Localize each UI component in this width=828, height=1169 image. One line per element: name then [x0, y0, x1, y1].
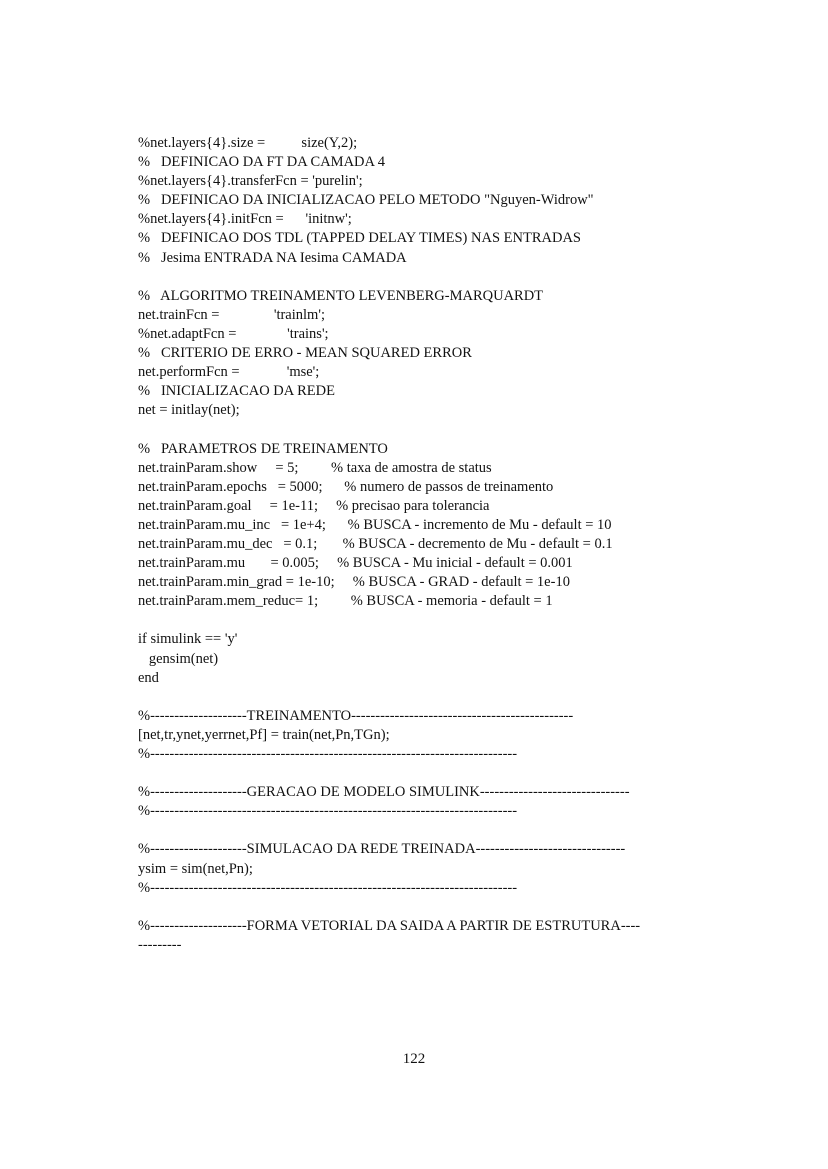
- code-line: net.trainParam.mem_reduc= 1; % BUSCA - memoria - default = 1: [138, 593, 553, 610]
- code-line: %net.layers{4}.initFcn = 'initnw';: [138, 211, 352, 228]
- code-line: %----------------------------------------------------------------------------: [138, 746, 518, 762]
- code-line: net.trainParam.min_grad = 1e-10; % BUSCA - GRAD - default = 1e-10: [138, 574, 570, 591]
- code-line: % INICIALIZACAO DA REDE: [138, 383, 335, 400]
- code-line: %--------------------GERACAO DE MODELO SIMULINK-------------------------------: [138, 784, 630, 801]
- code-line: end: [138, 669, 159, 686]
- code-line: ---------: [138, 936, 182, 953]
- code-line: % DEFINICAO DA FT DA CAMADA 4: [138, 154, 386, 171]
- code-line: %net.layers{4}.size = size(Y,2);: [138, 135, 358, 151]
- code-line: % DEFINICAO DOS TDL (TAPPED DELAY TIMES) NAS ENTRADAS: [138, 230, 581, 247]
- code-line: net = initlay(net);: [138, 402, 240, 419]
- code-line: %----------------------------------------------------------------------------: [138, 879, 518, 896]
- code-line: ysim = sim(net,Pn);: [138, 860, 253, 877]
- code-line: [138, 821, 738, 840]
- code-line: net.trainFcn = 'trainlm';: [138, 306, 325, 323]
- code-line: % ALGORITMO TREINAMENTO LEVENBERG-MARQUARDT: [138, 287, 544, 304]
- code-line: net.trainParam.epochs = 5000; % numero de passos de treinamento: [138, 478, 554, 495]
- code-line: net.trainParam.goal = 1e-11; % precisao para tolerancia: [138, 497, 490, 514]
- page-number: 122: [402, 1051, 426, 1067]
- code-line: [138, 764, 738, 783]
- code-line: % CRITERIO DE ERRO - MEAN SQUARED ERROR: [138, 345, 472, 362]
- code-line: [138, 268, 738, 287]
- code-line: [138, 688, 738, 707]
- code-line: [net,tr,ynet,yerrnet,Pf] = train(net,Pn,TGn);: [138, 726, 390, 743]
- code-line: [138, 420, 738, 439]
- code-line: if simulink == 'y': [138, 631, 238, 648]
- code-line: %net.layers{4}.transferFcn = 'purelin';: [138, 173, 363, 190]
- code-line: % DEFINICAO DA INICIALIZACAO PELO METODO "Nguyen-Widrow": [138, 192, 594, 209]
- code-listing: [138, 134, 738, 955]
- code-line: net.trainParam.mu = 0.005; % BUSCA - Mu inicial - default = 0.001: [138, 555, 573, 572]
- code-line: %--------------------TREINAMENTO----------------------------------------------: [138, 707, 574, 724]
- code-line: % PARAMETROS DE TREINAMENTO: [138, 440, 388, 457]
- code-line: %----------------------------------------------------------------------------: [138, 803, 518, 820]
- code-line: [138, 898, 738, 917]
- code-line: % Jesima ENTRADA NA Iesima CAMADA: [138, 249, 407, 266]
- code-line: net.performFcn = 'mse';: [138, 364, 320, 381]
- code-line: net.trainParam.show = 5; % taxa de amostra de status: [138, 459, 492, 476]
- code-line: %net.adaptFcn = 'trains';: [138, 325, 329, 342]
- code-line: gensim(net): [138, 650, 219, 667]
- code-line: %--------------------FORMA VETORIAL DA SAIDA A PARTIR DE ESTRUTURA----: [138, 917, 641, 934]
- code-line: %--------------------SIMULACAO DA REDE TREINADA-------------------------------: [138, 841, 626, 858]
- code-line: [138, 611, 738, 630]
- code-line: net.trainParam.mu_dec = 0.1; % BUSCA - decremento de Mu - default = 0.1: [138, 535, 613, 552]
- code-line: net.trainParam.mu_inc = 1e+4; % BUSCA - incremento de Mu - default = 10: [138, 516, 612, 533]
